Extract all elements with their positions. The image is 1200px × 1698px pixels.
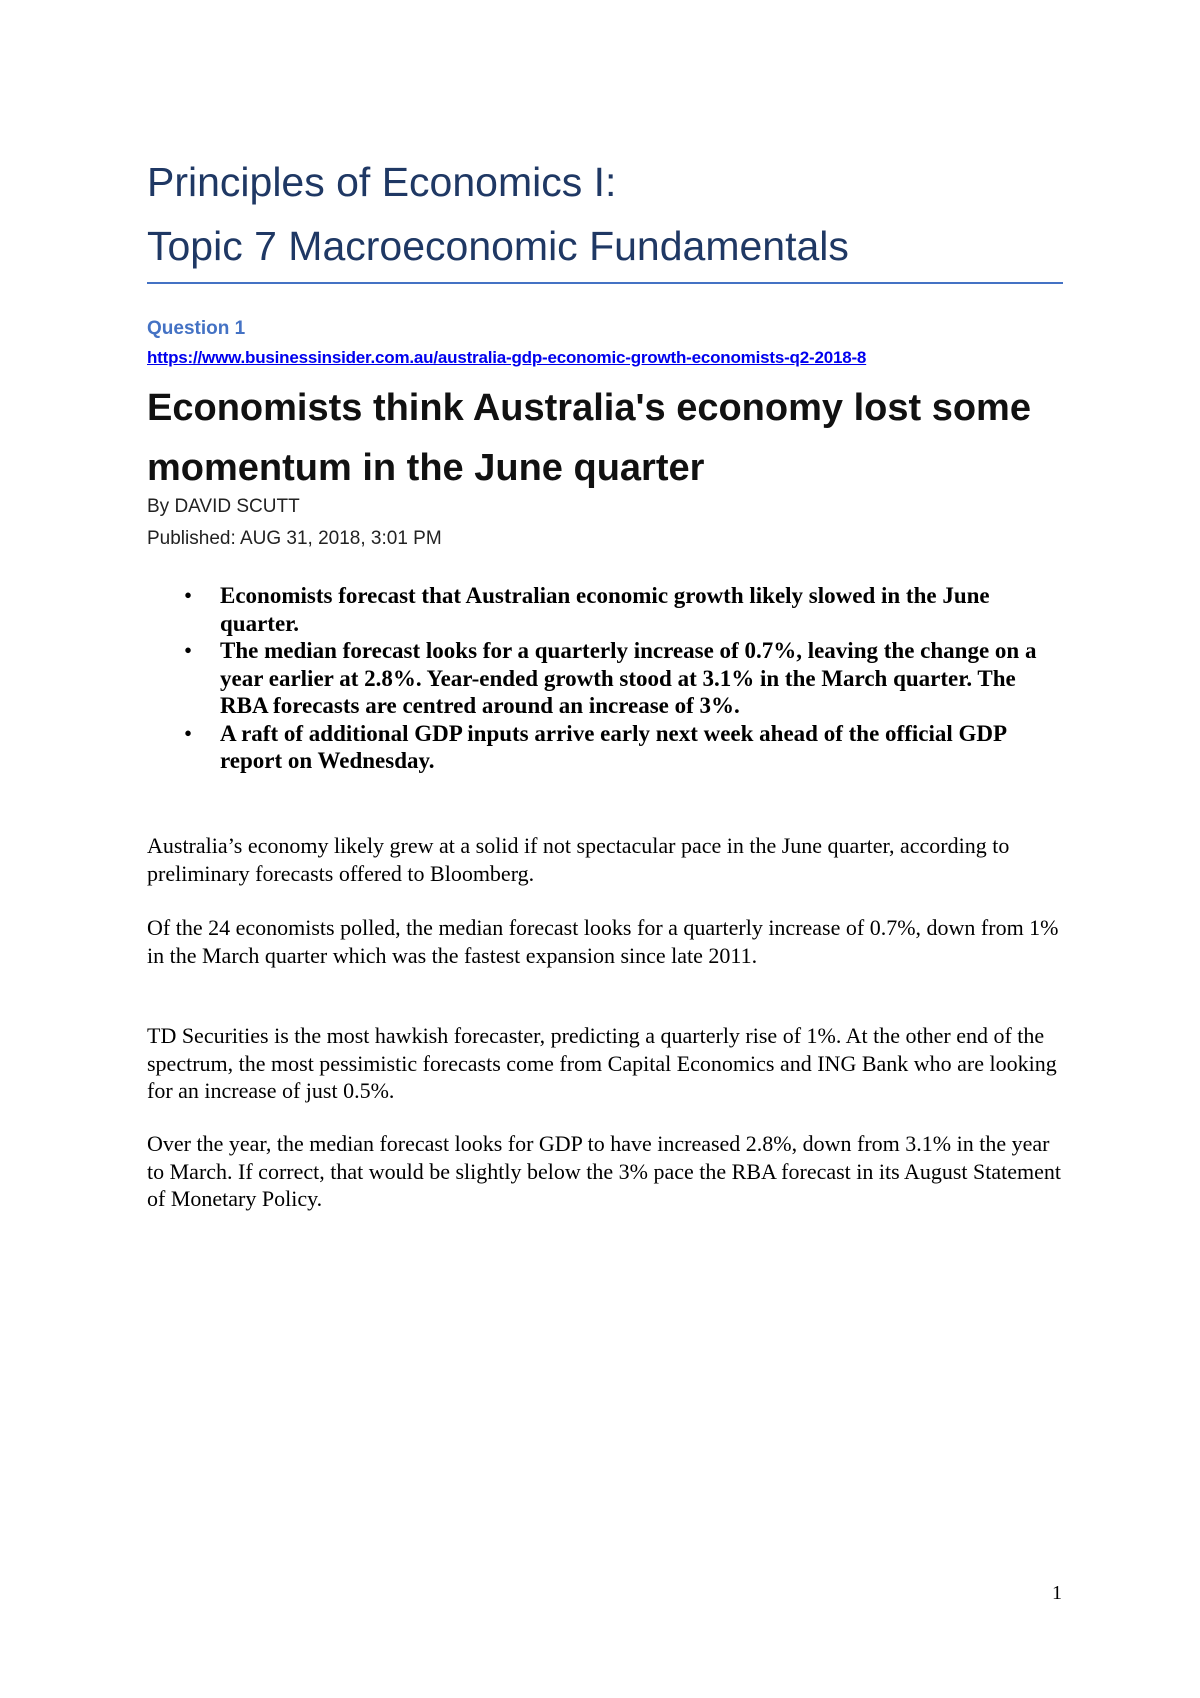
article-paragraph: Australia’s economy likely grew at a solid if not spectacular pace in the June quarter, according to preliminary forecasts offered to Bloomberg. <box>147 833 1010 886</box>
article-paragraph: Over the year, the median forecast looks for GDP to have increased 2.8%, down from 3.1% in the year to March. If correct, that would be slightly below the 3% pace the RBA forecast in its August Statement of Monetary Policy. <box>147 1131 1062 1211</box>
source-link[interactable]: https://www.businessinsider.com.au/australia-gdp-economic-growth-economists-q2-2018-8 <box>147 348 867 367</box>
article-headline: Economists think Australia's economy lost some momentum in the June quarter <box>147 387 1031 489</box>
key-point-item <box>178 582 1068 637</box>
key-point-item <box>178 637 1068 720</box>
article-published-date: Published: AUG 31, 2018, 3:01 PM <box>147 528 442 549</box>
question-label: Question 1 <box>147 318 246 339</box>
key-point-text: Economists forecast that Australian economic growth likely slowed in the June quarter. <box>220 583 990 636</box>
bullet-icon: • <box>184 583 193 608</box>
key-point-item <box>178 720 1068 775</box>
title-underline-divider <box>147 282 1063 284</box>
bullet-icon: • <box>184 638 193 663</box>
article-paragraph: Of the 24 economists polled, the median forecast looks for a quarterly increase of 0.7%, down from 1% in the March quarter which was the fastest expansion since late 2011. <box>147 915 1059 968</box>
article-paragraph: TD Securities is the most hawkish forecaster, predicting a quarterly rise of 1%. At the other end of the spectrum, the most pessimistic forecasts come from Capital Economics and ING Bank who are looking for an increase of just 0.5%. <box>147 1023 1057 1103</box>
page-number: 1 <box>1052 1582 1062 1604</box>
key-point-text: A raft of additional GDP inputs arrive early next week ahead of the official GDP report on Wednesday. <box>220 720 1006 773</box>
key-points-list <box>178 582 1068 775</box>
article-byline: By DAVID SCUTT <box>147 496 300 517</box>
document-title-line-2: Topic 7 Macroeconomic Fundamentals <box>147 223 849 269</box>
document-title <box>147 150 1067 278</box>
bullet-icon: • <box>184 720 193 746</box>
document-title-line-1: Principles of Economics I: <box>147 159 617 205</box>
key-point-text: The median forecast looks for a quarterly increase of 0.7%, leaving the change on a year earlier at 2.8%. Year-ended growth stood at 3.1% in the March quarter. The RBA forecasts are centred around an increase of 3%. <box>220 638 1037 718</box>
